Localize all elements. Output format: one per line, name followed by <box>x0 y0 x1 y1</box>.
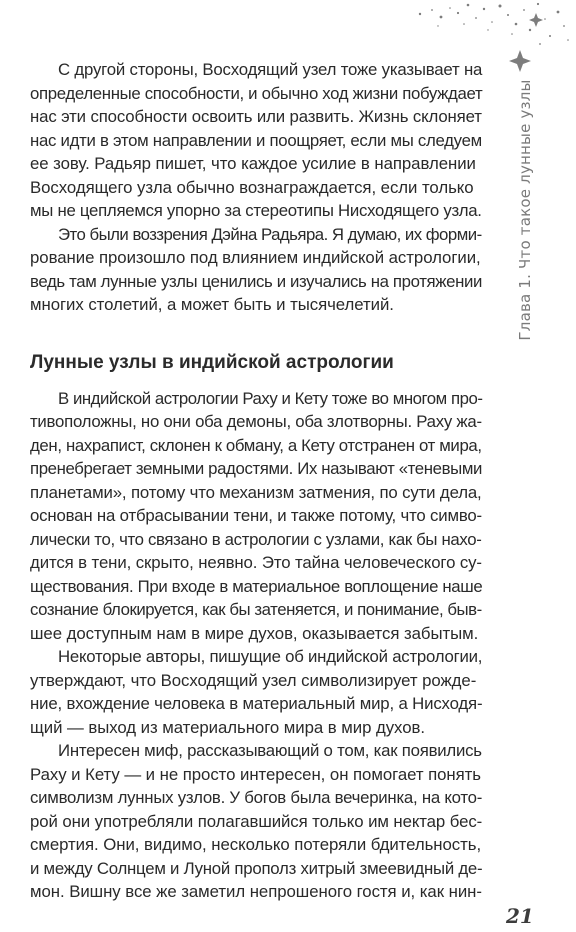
text-line: В индийской астрологии Раху и Кету тоже во многом про- <box>58 388 483 408</box>
text-line: нас эти способности освоить или развить. Жизнь склоняет <box>30 107 482 126</box>
text-line: Раху и Кету — и не просто интересен, он помогает понять <box>30 764 481 784</box>
text-line: планетами», потому что механизм затмения, по сути дела, <box>30 482 482 502</box>
text-line: утверждают, что Восходящий узел символизирует рожде- <box>30 670 477 690</box>
text-line: ведь там лунные узлы ценились и изучались на протяжении <box>30 271 483 291</box>
text-line: сознание блокируется, как бы затеняется, и понимание, быв- <box>30 600 482 619</box>
text-line: рование произошло под влиянием индийской астрологии, <box>30 248 481 267</box>
text-line: мон. Вишну все же заметил непрошеного гостя и, как нин- <box>30 882 482 901</box>
text-line: и между Солнцем и Луной прополз хитрый змеевидный де- <box>30 858 483 878</box>
text-line: основан на отбрасывании тени, и также потому, что симво- <box>30 506 482 525</box>
text-line: лически то, что связано в астрологии с узлами, как бы нахо- <box>30 529 482 549</box>
section-heading: Лунные узлы в индийской астрологии <box>30 351 394 373</box>
text-line: тивоположны, но они оба демоны, оба злотворны. Раху жа- <box>30 412 482 431</box>
text-line: ее зову. Радьяр пишет, что каждое усилие в направлении <box>30 154 476 173</box>
text-line: щий — выход из материального мира в мир духов. <box>30 717 425 737</box>
text-line: определенные способности, и обычно ход жизни побуждает <box>30 83 483 103</box>
text-line: Некоторые авторы, пишущие об индийской астрологии, <box>58 647 483 666</box>
text-line: рой они употребляли полагавшийся только им нектар бес- <box>30 811 483 831</box>
text-line: С другой стороны, Восходящий узел тоже указывает на <box>58 60 483 79</box>
text-line: шее доступным нам в мире духов, оказывается забытым. <box>30 623 479 643</box>
text-line: Интересен миф, рассказывающий о том, как появились <box>58 741 482 760</box>
text-line: многих столетий, а может быть и тысячелетий. <box>30 295 394 314</box>
text-line: ние, вхождение человека в материальный мир, а Нисходя- <box>30 694 483 713</box>
text-line: дится в тени, скрыто, неявно. Это тайна человеческого су- <box>30 553 482 572</box>
text-line: нас идти в этом направлении и поощряет, если мы следуем <box>30 130 482 150</box>
text-line: смертия. Они, видимо, несколько потеряли бдительность, <box>30 835 482 854</box>
text-line: ществования. При входе в материальное воплощение наше <box>30 576 483 596</box>
body-text <box>30 58 482 904</box>
text-line: ден, нахрапист, склонен к обману, а Кету отстранен от мира, <box>30 435 482 455</box>
text-line: символизм лунных узлов. У богов была вечеринка, на кото- <box>30 788 483 807</box>
text-line: пренебрегает земными радостями. Их называют «теневыми <box>30 459 483 478</box>
running-head <box>514 60 536 360</box>
text-line: мы не цепляемся упорно за стереотипы Нисходящего узла. <box>30 201 482 220</box>
chapter-title: Глава 1. Что такое лунные узлы <box>516 79 534 341</box>
text-line: Восходящего узла обычно вознаграждается, если только <box>30 177 474 197</box>
page-number: 21 <box>506 904 534 928</box>
text-line: Это были воззрения Дэйна Радьяра. Я думаю, их форми- <box>58 224 482 244</box>
